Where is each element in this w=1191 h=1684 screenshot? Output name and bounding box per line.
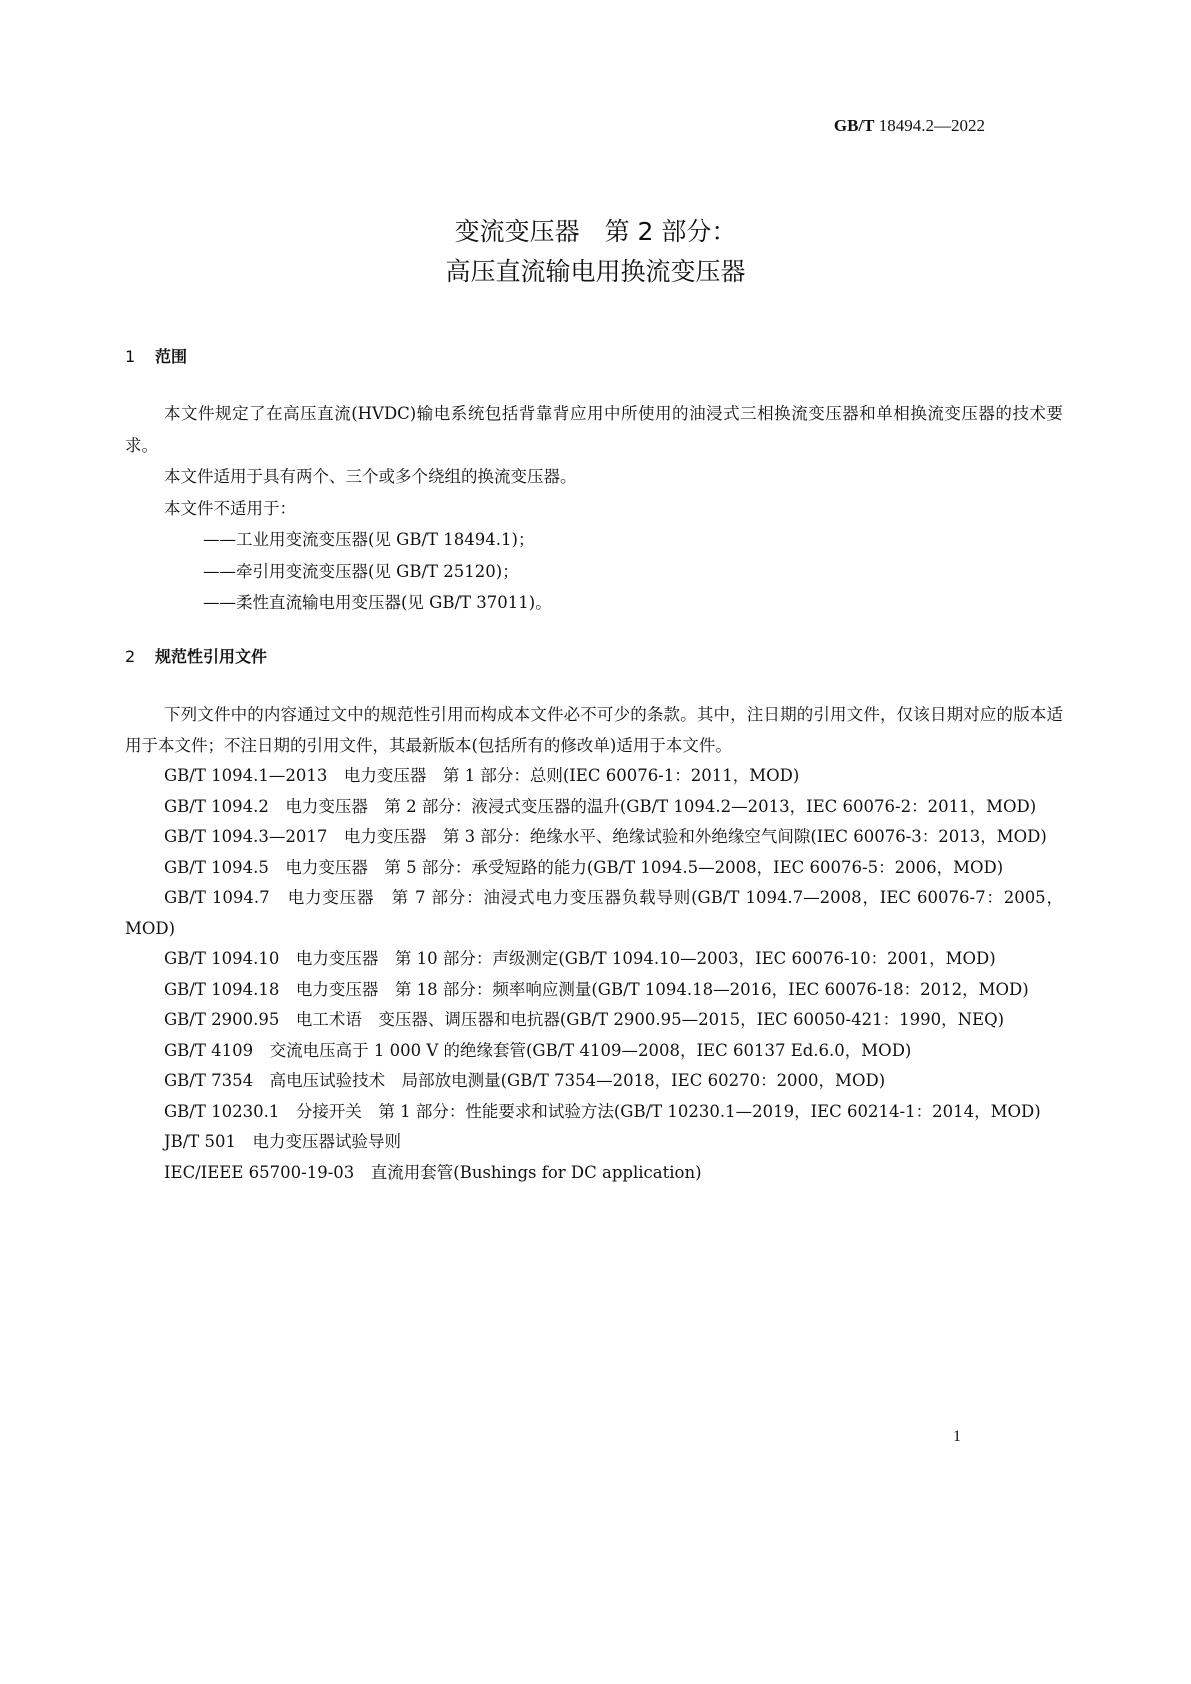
title-line-2: 高压直流输电用换流变压器 <box>445 257 746 286</box>
paragraph: 本文件适用于具有两个、三个或多个绕组的换流变压器。 <box>164 467 577 486</box>
reference-item: GB/T 1094.5 电力变压器 第 5 部分：承受短路的能力(GB/T 1094.5—2008，IEC 60076-5：2006，MOD) <box>164 857 1004 877</box>
page-number: 1 <box>953 1428 961 1445</box>
list-item: ——柔性直流输电用变压器(见 GB/T 37011)。 <box>203 593 552 612</box>
reference-item: GB/T 4109 交流电压高于 1 000 V 的绝缘套管(GB/T 4109—2008，IEC 60137 Ed.6.0，MOD) <box>164 1040 912 1060</box>
section-1-body <box>125 398 1063 619</box>
document-title <box>0 212 1191 292</box>
list-item: ——工业用变流变压器(见 GB/T 18494.1)； <box>203 530 535 549</box>
title-line-1: 变流变压器 第 2 部分： <box>454 217 737 246</box>
paragraph: 本文件不适用于： <box>164 498 296 518</box>
section-2-body <box>125 700 1063 1188</box>
reference-item: GB/T 7354 高电压试验技术 局部放电测量(GB/T 7354—2018，IEC 60270：2000，MOD) <box>164 1071 886 1090</box>
reference-item: GB/T 2900.95 电工术语 变压器、调压器和电抗器(GB/T 2900.95—2015，IEC 60050-421：1990，NEQ) <box>164 1010 1005 1029</box>
reference-item: GB/T 1094.1—2013 电力变压器 第 1 部分：总则(IEC 60076-1：2011，MOD) <box>164 766 800 785</box>
reference-item: GB/T 1094.2 电力变压器 第 2 部分：液浸式变压器的温升(GB/T 1094.2—2013，IEC 60076-2：2011，MOD) <box>164 796 1037 816</box>
reference-item: GB/T 1094.10 电力变压器 第 10 部分：声级测定(GB/T 1094.10—2003，IEC 60076-10：2001，MOD) <box>164 949 996 968</box>
reference-item: GB/T 1094.7 电力变压器 第 7 部分：油浸式电力变压器负载导则(GB/T 1094.7—2008，IEC 60076-7：2005，MOD) <box>125 888 1063 938</box>
paragraph: 本文件规定了在高压直流(HVDC)输电系统包括背靠背应用中所使用的油浸式三相换流变压器和单相换流变压器的技术要求。 <box>125 404 1063 455</box>
list-item: ——牵引用变流变压器(见 GB/T 25120)； <box>203 561 519 581</box>
reference-item: GB/T 1094.18 电力变压器 第 18 部分：频率响应测量(GB/T 1094.18—2016，IEC 60076-18：2012，MOD) <box>164 979 1029 999</box>
reference-item: GB/T 10230.1 分接开关 第 1 部分：性能要求和试验方法(GB/T 10230.1—2019，IEC 60214-1：2014，MOD) <box>164 1101 1041 1121</box>
reference-item: JB/T 501 电力变压器试验导则 <box>164 1132 402 1151</box>
reference-item: IEC/IEEE 65700-19-03 直流用套管(Bushings for DC application) <box>164 1162 702 1182</box>
section-1-heading <box>125 344 187 367</box>
reference-item: GB/T 1094.3—2017 电力变压器 第 3 部分：绝缘水平、绝缘试验和外绝缘空气间隙(IEC 60076-3：2013，MOD) <box>164 827 1047 846</box>
paragraph: 下列文件中的内容通过文中的规范性引用而构成本文件必不可少的条款。其中，注日期的引用文件，仅该日期对应的版本适用于本文件；不注日期的引用文件，其最新版本(包括所有的修改单)适用于本文件。 <box>125 705 1063 755</box>
standard-prefix: GB/T <box>833 116 875 135</box>
section-title: 规范性引用文件 <box>155 647 268 666</box>
section-2-heading <box>125 644 267 667</box>
standard-header <box>834 116 985 136</box>
section-number: 2 <box>125 647 136 666</box>
section-number: 1 <box>125 347 136 366</box>
standard-number: 18494.2—2022 <box>878 116 985 135</box>
section-title: 范围 <box>155 347 188 366</box>
